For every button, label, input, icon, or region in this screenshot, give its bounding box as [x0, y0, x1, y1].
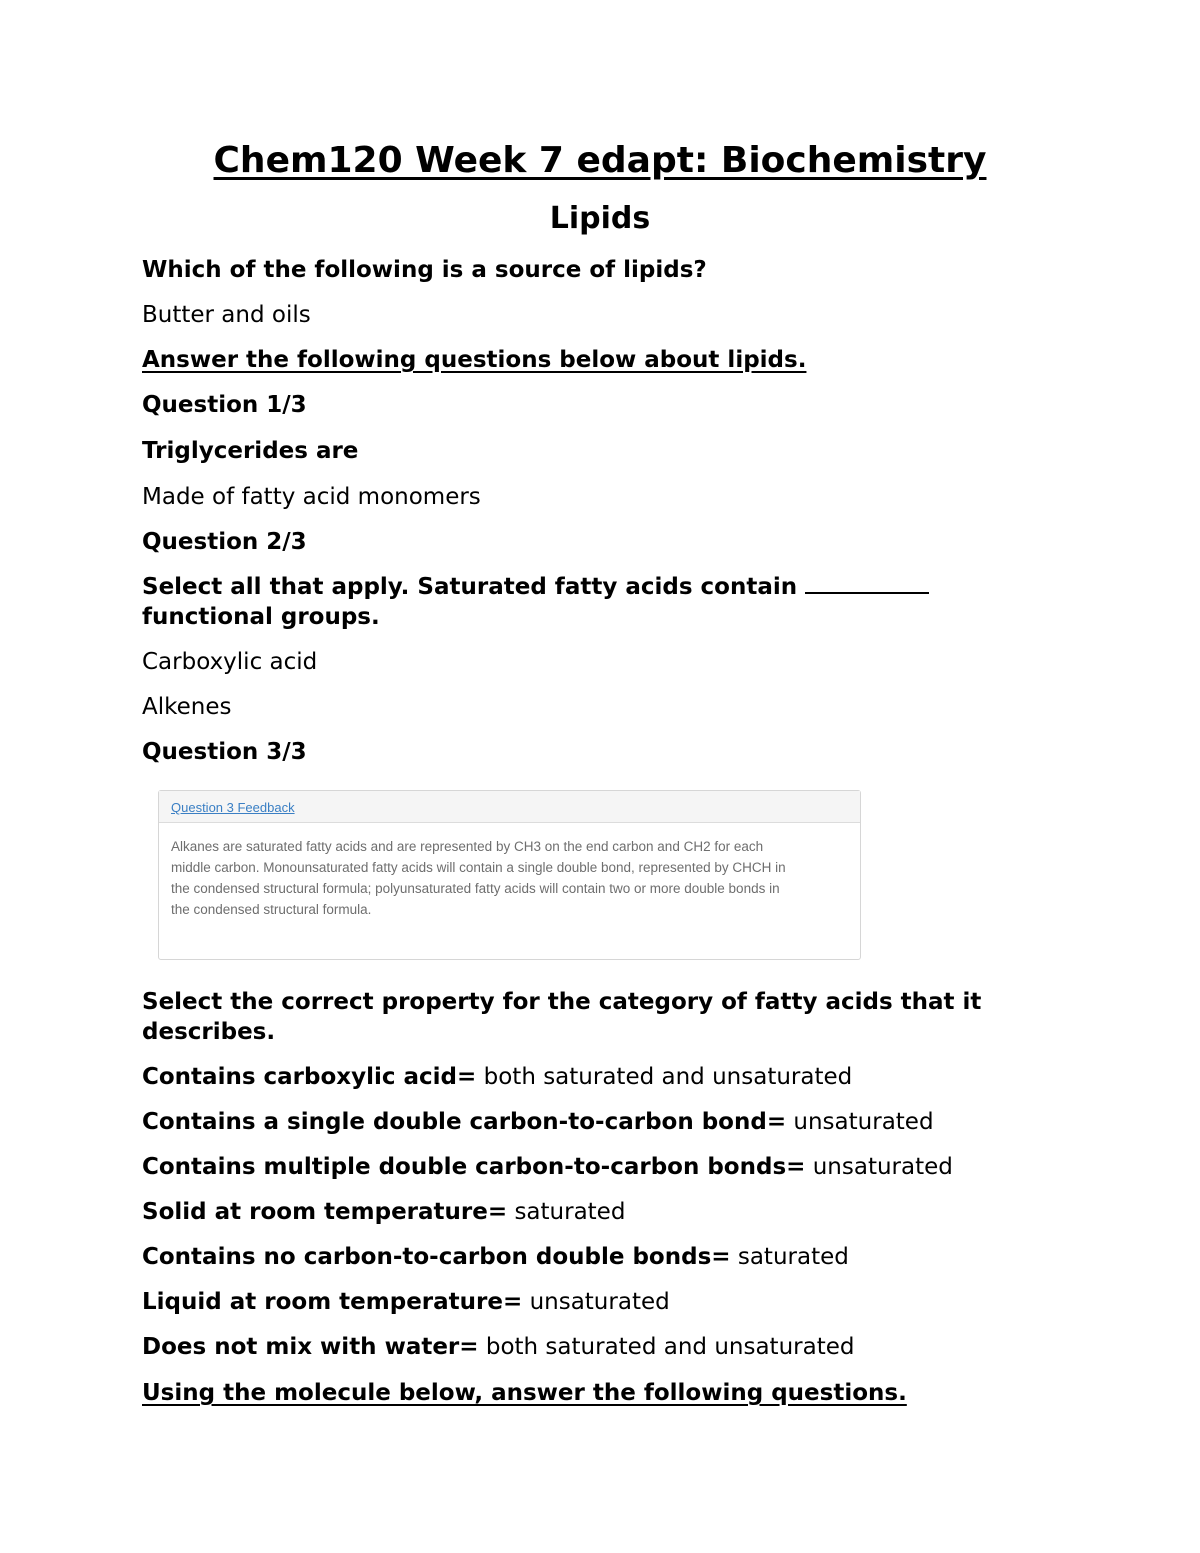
property-row	[142, 1062, 1042, 1092]
feedback-text	[159, 823, 860, 920]
question-2-answer-2: Alkenes	[142, 694, 232, 720]
property-category: unsaturated	[793, 1109, 934, 1135]
document-title: Chem120 Week 7 edapt: Biochemistry	[213, 140, 987, 181]
section-heading-lipids: Lipids	[549, 201, 651, 236]
property-label: Solid at room temperature=	[142, 1199, 508, 1225]
source-answer: Butter and oils	[142, 302, 311, 328]
property-label: Liquid at room temperature=	[142, 1289, 523, 1315]
feedback-link[interactable]: Question 3 Feedback	[171, 800, 295, 815]
molecule-instructions: Using the molecule below, answer the following questions.	[142, 1380, 907, 1406]
property-category: both saturated and unsaturated	[485, 1334, 855, 1360]
property-label: Does not mix with water=	[142, 1334, 479, 1360]
question-2-prompt-line-2: functional groups.	[142, 604, 380, 630]
question-2-label: Question 2/3	[142, 529, 307, 555]
feedback-line: the condensed structural formula.	[171, 902, 372, 917]
property-row	[142, 1107, 1042, 1137]
feedback-panel-header	[159, 791, 860, 823]
question-1-label: Question 1/3	[142, 392, 307, 418]
property-category: saturated	[737, 1244, 849, 1270]
property-label: Contains no carbon-to-carbon double bonds=	[142, 1244, 731, 1270]
source-question: Which of the following is a source of lipids?	[142, 257, 707, 283]
property-category: unsaturated	[812, 1154, 953, 1180]
fill-in-blank	[805, 574, 929, 594]
property-category: unsaturated	[529, 1289, 670, 1315]
property-label: Contains carboxylic acid=	[142, 1064, 477, 1090]
feedback-panel	[158, 790, 861, 960]
property-row	[142, 1152, 1042, 1182]
question-1-prompt: Triglycerides are	[142, 438, 359, 464]
feedback-line: middle carbon. Monounsaturated fatty acids will contain a single double bond, represented by CHCH in	[171, 860, 786, 875]
property-label: Contains multiple double carbon-to-carbon bonds=	[142, 1154, 806, 1180]
question-2-prompt-text: Select all that apply. Saturated fatty acids contain	[142, 574, 798, 600]
property-row	[142, 1242, 1042, 1272]
question-2-prompt-line-1	[142, 572, 1042, 602]
question-3-label: Question 3/3	[142, 739, 307, 765]
feedback-line: the condensed structural formula; polyunsaturated fatty acids will contain two or more double bonds in	[171, 881, 780, 896]
property-category: saturated	[514, 1199, 626, 1225]
property-row	[142, 1287, 1042, 1317]
property-category: both saturated and unsaturated	[483, 1064, 853, 1090]
feedback-line: Alkanes are saturated fatty acids and are represented by CH3 on the end carbon and CH2 for each	[171, 839, 764, 854]
property-prompt: Select the correct property for the category of fatty acids that it describes.	[142, 989, 982, 1045]
question-2-answer-1: Carboxylic acid	[142, 649, 318, 675]
property-row	[142, 1332, 1042, 1362]
question-1-answer: Made of fatty acid monomers	[142, 484, 481, 510]
property-label: Contains a single double carbon-to-carbon bond=	[142, 1109, 787, 1135]
lipids-instructions: Answer the following questions below about lipids.	[142, 347, 807, 373]
property-row	[142, 1197, 1042, 1227]
